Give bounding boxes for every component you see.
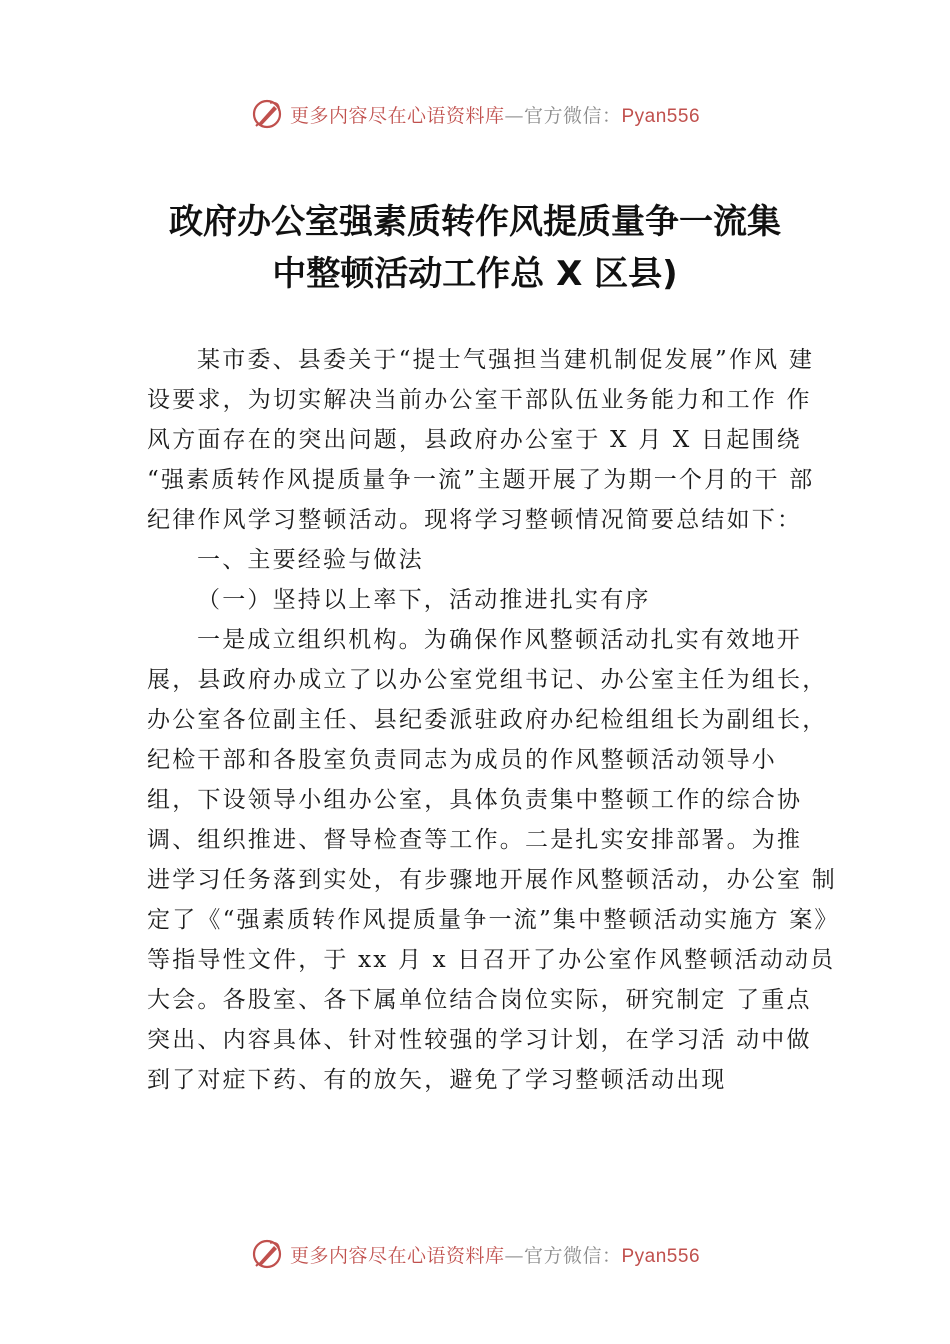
- body-line: 风方面存在的突出问题，县政府办公室于 X 月 X 日起围绕: [147, 427, 802, 453]
- body-line: 展，县政府办成立了以办公室党组书记、办公室主任为组长，: [147, 667, 828, 693]
- banner-wechat-id: Pyan556: [621, 105, 701, 127]
- banner-main-text: 更多内容尽在心语资料库: [289, 104, 505, 127]
- banner-text: [290, 1241, 700, 1268]
- body-line: 某市委、县委关于“提士气强担当建机制促发展”作风 建: [197, 347, 815, 373]
- section-heading: 一、主要经验与做法: [197, 547, 424, 573]
- banner-wechat-label: 官方微信：: [523, 104, 622, 127]
- body-line: “强素质转作风提质量争一流”主题开展了为期一个月的干 部: [147, 467, 815, 493]
- banner-text: [290, 101, 700, 128]
- body-line: 设要求，为切实解决当前办公室干部队伍业务能力和工作 作: [147, 387, 812, 413]
- banner-dash: —: [504, 104, 524, 127]
- body-line: 进学习任务落到实处，有步骤地开展作风整顿活动，办公室 制: [147, 867, 837, 893]
- quill-pen-logo-icon: [250, 1237, 284, 1271]
- title-line-2: 中整顿活动工作总 X 区县): [272, 254, 678, 294]
- body-line: 一是成立组织机构。为确保作风整顿活动扎实有效地开: [197, 627, 802, 653]
- quill-pen-logo-icon: [250, 97, 284, 131]
- body-line: 办公室各位副主任、县纪委派驻政府办纪检组组长为副组长，: [147, 707, 828, 733]
- body-line: 调、组织推进、督导检查等工作。二是扎实安排部署。为推: [147, 827, 803, 853]
- banner-wechat-label: 官方微信：: [523, 1244, 622, 1267]
- document-body: [147, 340, 840, 1100]
- body-line: 纪律作风学习整顿活动。现将学习整顿情况简要总结如下：: [147, 507, 803, 533]
- footer-banner: [0, 1234, 950, 1274]
- document-title: [120, 196, 830, 300]
- body-line: 到了对症下药、有的放矢，避免了学习整顿活动出现: [147, 1067, 727, 1093]
- header-banner: [0, 94, 950, 134]
- title-line-1: 政府办公室强素质转作风提质量争一流集: [169, 202, 781, 242]
- banner-dash: —: [504, 1244, 524, 1267]
- body-line: 等指导性文件，于 xx 月 x 日召开了办公室作风整顿活动动员: [147, 947, 836, 973]
- body-line: 纪检干部和各股室负责同志为成员的作风整顿活动领导小: [147, 747, 777, 773]
- body-line: 定了《“强素质转作风提质量争一流”集中整顿活动实施方 案》: [147, 907, 840, 933]
- subsection-heading: （一）坚持以上率下，活动推进扎实有序: [197, 587, 651, 613]
- body-line: 大会。各股室、各下属单位结合岗位实际，研究制定 了重点: [147, 987, 812, 1013]
- body-line: 组，下设领导小组办公室，具体负责集中整顿工作的综合协: [147, 787, 803, 813]
- body-line: 突出、内容具体、针对性较强的学习计划，在学习活 动中做: [147, 1027, 812, 1053]
- banner-wechat-id: Pyan556: [621, 1245, 701, 1267]
- banner-main-text: 更多内容尽在心语资料库: [289, 1244, 505, 1267]
